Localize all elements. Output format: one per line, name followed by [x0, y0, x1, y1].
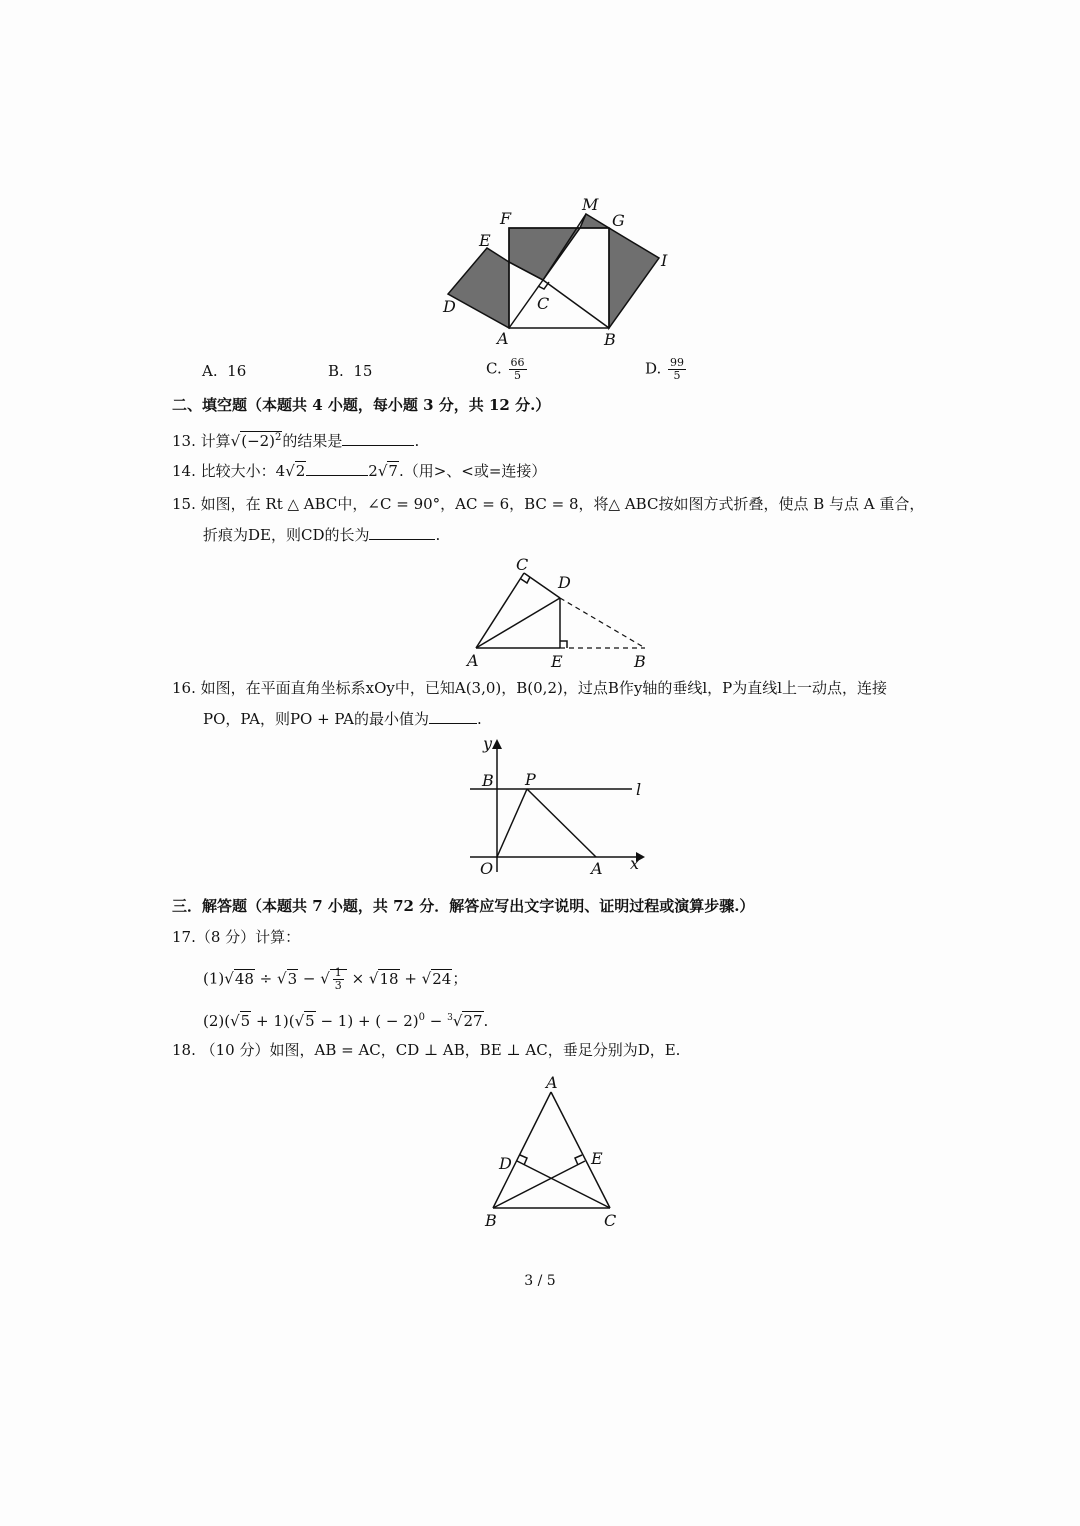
figure-q18 [478, 1070, 628, 1235]
expression-text: − 1) + ( − 2) [315, 1012, 419, 1030]
question-text: .（用>、<或=连接） [398, 462, 547, 480]
radicand: 7 [388, 462, 398, 480]
choice-d [645, 357, 688, 382]
label-A: A [591, 859, 603, 878]
question-text: 折痕为DE，则CD的长为 [203, 526, 370, 544]
fraction-numerator: 1 [334, 966, 342, 979]
label-G: G [612, 211, 625, 230]
label-B: B [604, 330, 616, 349]
label-B: B [485, 1211, 497, 1230]
section-2-title: 二、填空题（本题共 4 小题，每小题 3 分，共 12 分.） [172, 396, 551, 414]
label-A: A [467, 651, 479, 670]
question-number: 14. [172, 462, 196, 480]
question-number: 16. [172, 679, 196, 697]
fraction-denominator: 5 [514, 369, 521, 382]
figure-q16 [460, 733, 660, 878]
label-D: D [443, 297, 456, 316]
answer-blank[interactable] [429, 709, 477, 724]
operator: + [399, 969, 422, 988]
label-I: I [661, 251, 668, 270]
choice-b [328, 361, 372, 381]
label-O: O [480, 859, 494, 878]
shaded-rect-top [509, 228, 580, 280]
question-end: . [476, 710, 482, 728]
question-text: PO，PA，则PO + PA的最小值为 [203, 710, 429, 728]
label-C: C [604, 1211, 617, 1230]
choice-value: 16 [227, 362, 247, 380]
part-label: (1) [203, 969, 225, 988]
label-F: F [500, 209, 512, 228]
answer-blank[interactable] [342, 431, 414, 446]
label-P: P [525, 770, 536, 789]
question-text: 如图，在平面直角坐标系xOy中，已知A(3,0)，B(0,2)，过点B作y轴的垂线l，P为直线l上一动点，连接 [200, 679, 888, 697]
question-end: ； [452, 969, 468, 988]
choice-fraction [509, 357, 527, 382]
coefficient: 2 [368, 462, 378, 480]
radicand: 3 [287, 969, 298, 988]
question-14: 14. 比较大小：4√2 2√7.（用>、<或=连接） [172, 462, 547, 480]
fraction-denominator: 5 [673, 369, 681, 382]
label-B: B [634, 652, 646, 671]
label-E: E [591, 1149, 603, 1168]
question-16 [172, 678, 887, 698]
fraction-numerator: 66 [510, 356, 525, 369]
shaded-square-right [609, 228, 659, 328]
question-number: 17. [172, 928, 196, 946]
root-index: 3 [447, 1013, 453, 1023]
choice-c [486, 357, 529, 382]
radicand-text: (−2) [241, 432, 276, 450]
label-x: x [630, 854, 640, 873]
label-l: l [636, 780, 642, 799]
question-text: （8 分）计算： [195, 928, 301, 946]
choice-letter: D. [645, 359, 662, 378]
label-C: C [537, 294, 550, 313]
choice-value: 15 [353, 362, 373, 380]
question-text: （10 分）如图，AB = AC，CD ⊥ AB，BE ⊥ AC，垂足分别为D，E. [200, 1041, 681, 1059]
operator: − [425, 1012, 448, 1030]
question-16-line2 [203, 709, 482, 729]
label-y: y [483, 734, 493, 753]
question-17 [172, 927, 300, 947]
section-3-title: 三．解答题（本题共 7 小题，共 72 分．解答应写出文字说明、证明过程或演算步骤.） [172, 897, 755, 915]
choice-fraction [668, 357, 686, 382]
question-end: . [483, 1012, 489, 1030]
label-D: D [499, 1154, 512, 1173]
fraction-denominator: 3 [334, 979, 342, 992]
figure-q12 [430, 190, 690, 355]
exponent: 0 [418, 1012, 426, 1023]
figure-q15 [460, 552, 660, 674]
label-E: E [479, 231, 491, 250]
part-label: (2)( [203, 1012, 231, 1030]
shaded-square-left [448, 248, 509, 328]
question-15 [172, 494, 924, 514]
answer-blank[interactable] [306, 461, 368, 476]
label-E: E [551, 652, 563, 671]
label-A: A [497, 329, 509, 348]
operator: × [346, 969, 369, 988]
radicand [330, 966, 347, 992]
radicand: 18 [379, 969, 399, 988]
question-text: 如图，在 Rt △ ABC中，∠C = 90°，AC = 6，BC = 8，将△ ABC按如图方式折叠，使点 B 与点 A 重合， [200, 495, 925, 513]
label-C: C [516, 555, 529, 574]
radicand: 27 [463, 1012, 483, 1030]
choice-letter: A. [202, 362, 218, 380]
fraction-numerator: 99 [670, 356, 685, 369]
radicand: 24 [432, 969, 452, 988]
question-text: 的结果是 [282, 432, 343, 450]
y-axis-arrow [492, 739, 502, 749]
radicand: 5 [305, 1012, 315, 1030]
label-D: D [558, 573, 571, 592]
question-18 [172, 1040, 680, 1060]
question-number: 13. [172, 432, 196, 450]
expression-text: + 1)( [251, 1012, 295, 1030]
label-A: A [546, 1073, 558, 1092]
question-end: . [435, 526, 441, 544]
question-end: . [414, 432, 420, 450]
fraction [333, 967, 344, 992]
radicand: 2 [295, 462, 306, 480]
radicand [240, 431, 282, 450]
question-number: 18. [172, 1041, 196, 1059]
exponent: 2 [275, 432, 282, 443]
question-text: 计算 [200, 432, 231, 450]
radicand: 5 [240, 1012, 251, 1030]
page-number: 3 / 5 [524, 1273, 556, 1289]
operator: − [298, 969, 321, 988]
question-text: 比较大小：4 [200, 462, 286, 480]
radicand: 48 [234, 969, 254, 988]
answer-blank[interactable] [369, 525, 435, 540]
label-M: M [582, 195, 599, 214]
choice-letter: C. [486, 359, 502, 378]
question-15-line2 [203, 525, 440, 545]
choice-letter: B. [328, 362, 344, 380]
label-B: B [482, 771, 494, 790]
operator: ÷ [254, 969, 278, 988]
question-number: 15. [172, 495, 196, 513]
choice-a [202, 361, 246, 381]
question-17-part1: (1)√48 ÷ √3 − √ $\frac{1}{3}$ × √18 + √24； [203, 966, 468, 992]
question-17-part2: (2)(√5 + 1)(√5 − 1) + ( − 2)$^0$ − $^3$√27. [203, 1012, 489, 1030]
question-13: 13. 计算$√(-2)^2$的结果是 . [172, 432, 420, 450]
